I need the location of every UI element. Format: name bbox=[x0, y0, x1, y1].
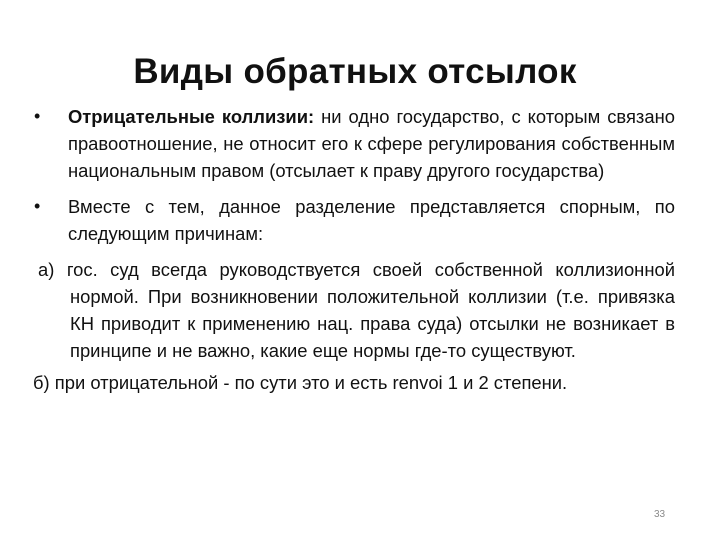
sub-item-label: б) bbox=[33, 372, 50, 393]
sub-item-label: а) bbox=[38, 259, 55, 280]
slide-body bbox=[33, 103, 675, 396]
slide-title: Виды обратных отсылок bbox=[133, 52, 577, 91]
bullet-icon: • bbox=[34, 196, 41, 216]
bullet-icon: • bbox=[34, 106, 41, 126]
bullet-item-however bbox=[33, 193, 675, 247]
sub-item-a bbox=[33, 256, 675, 364]
bullet-bold-term: Отрицательные коллизии: bbox=[68, 106, 315, 127]
sub-item-text: гос. суд всегда руководствуется своей собственной коллизионной нормой. При возникновении положительной коллизии (т.е. привязка КН приводит к применению нац. права суда) отсылки не возникает в принципе и не важно, какие еще нормы где-то существуют. bbox=[54, 259, 675, 361]
bullet-text: ни одно государство, с которым связано правоотношение, не относит его к сфере регулирования собственным национальным правом (отсылает к праву другого государства) bbox=[68, 106, 675, 181]
bullet-item-negative-collisions bbox=[33, 103, 675, 184]
bullet-text: Вместе с тем, данное разделение представляется спорным, по следующим причинам: bbox=[68, 196, 675, 244]
sub-item-b bbox=[33, 369, 675, 396]
sub-item-text: при отрицательной - по сути это и есть renvoi 1 и 2 степени. bbox=[49, 372, 568, 393]
page-number: 33 bbox=[654, 509, 666, 520]
